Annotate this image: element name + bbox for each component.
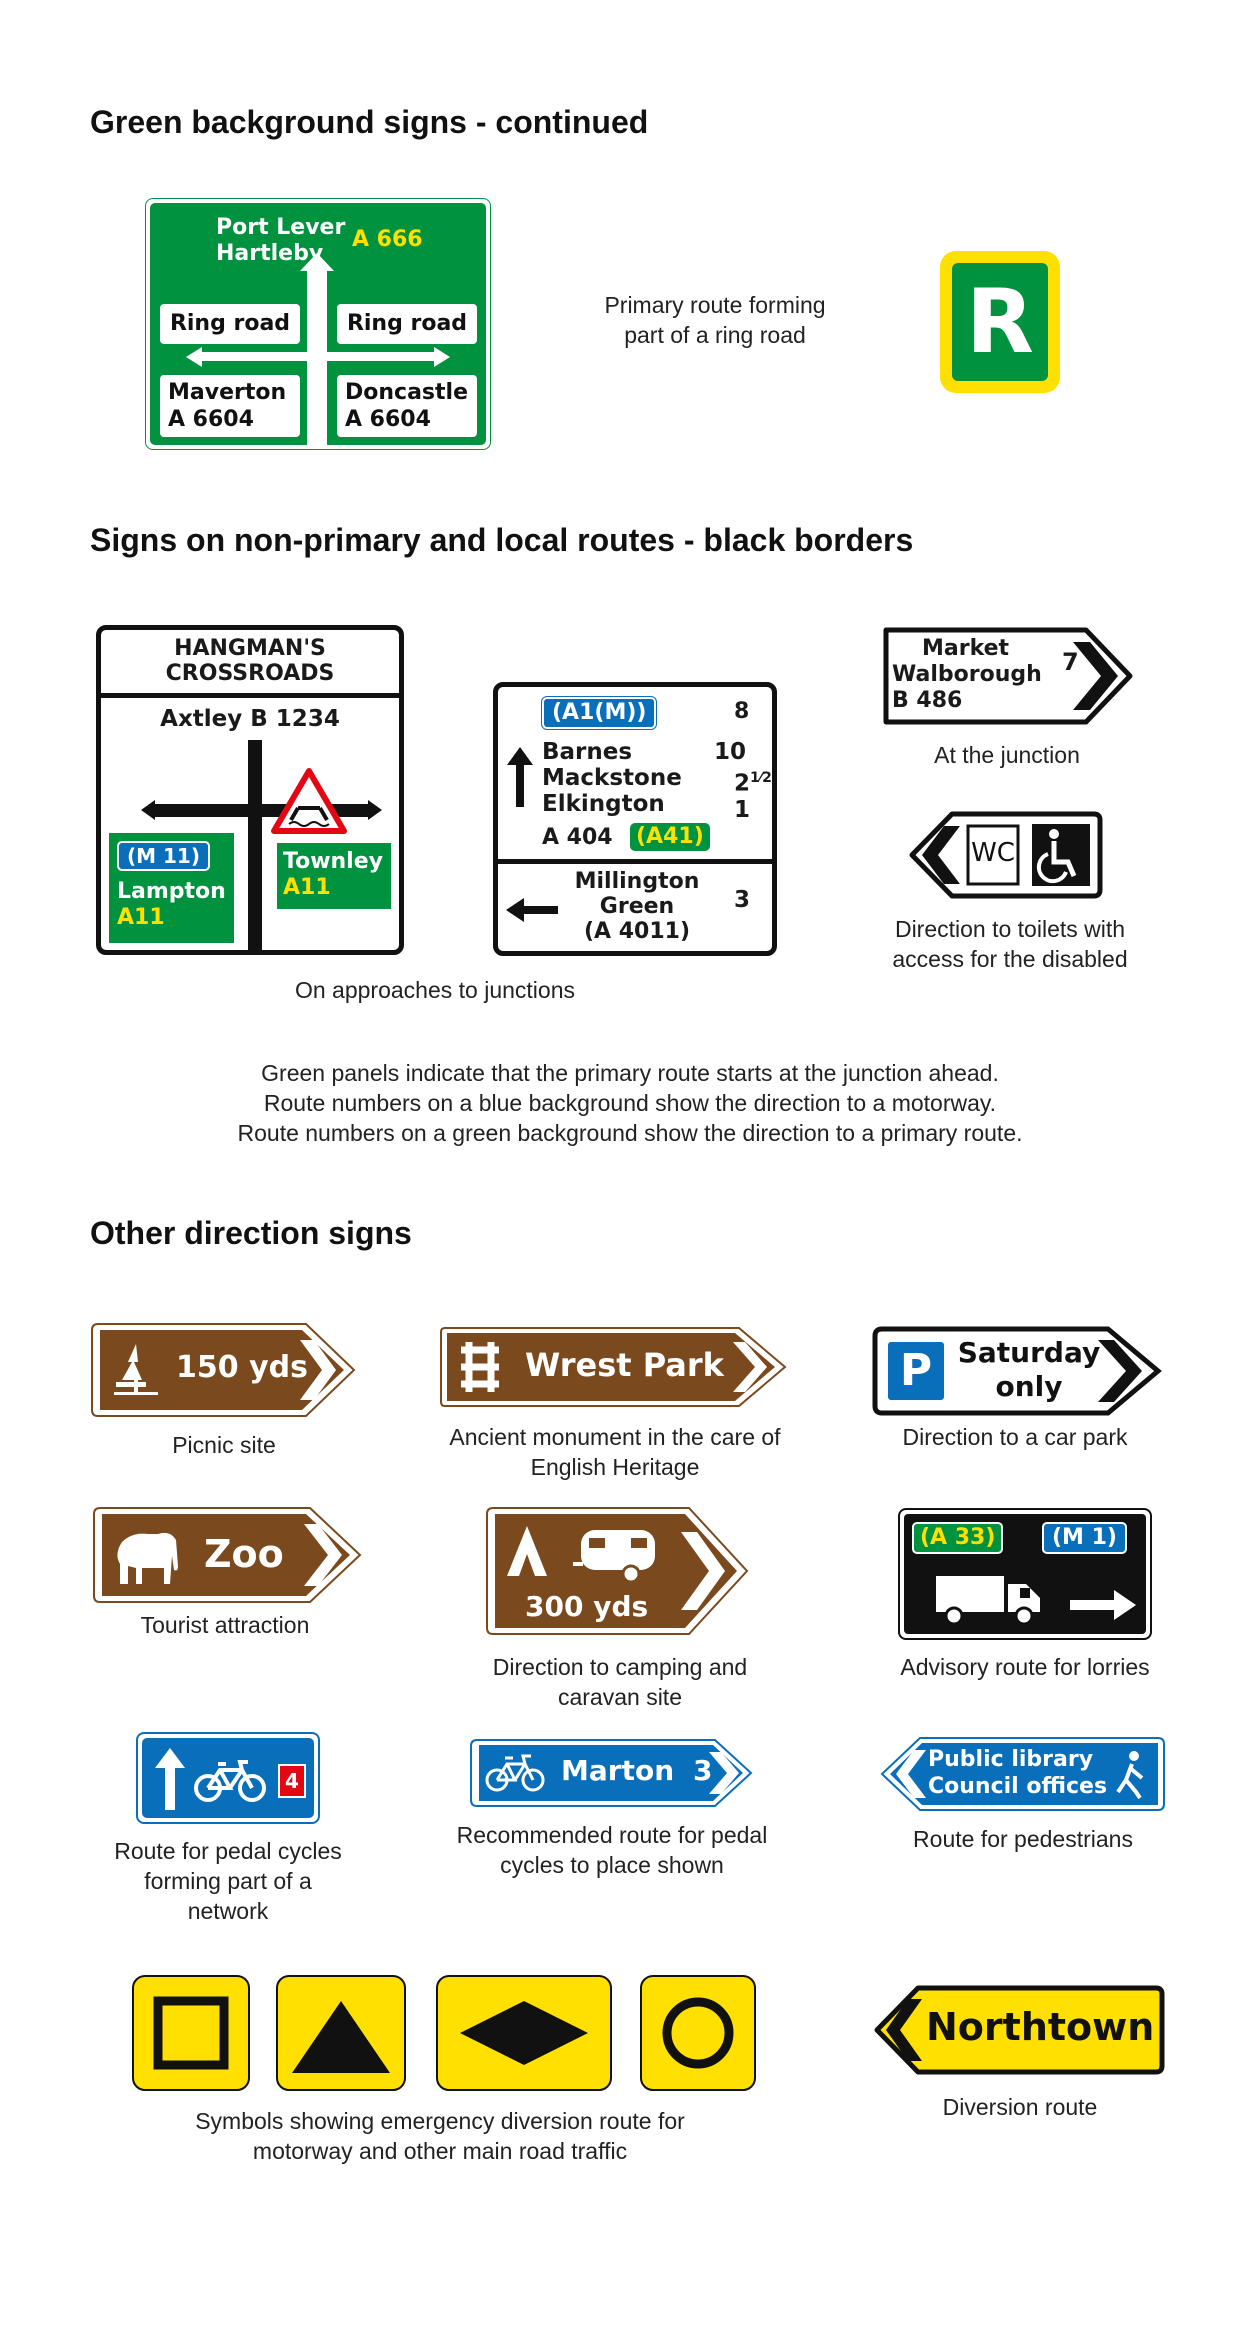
hangman-left-num: A11 bbox=[117, 905, 165, 930]
cycle-up-arrow-icon bbox=[154, 1748, 186, 1810]
green-sign-bottom-right-name: Doncastle bbox=[345, 380, 468, 405]
northtown-text: Northtown bbox=[926, 2005, 1155, 2049]
bridge-warning-icon bbox=[271, 768, 347, 834]
market-line-2: Walborough bbox=[892, 662, 1042, 687]
stack-route-primary: (A41) bbox=[630, 823, 710, 851]
green-sign-bottom-left-name: Maverton bbox=[168, 380, 287, 405]
stack-bottom-3: (A 4011) bbox=[583, 919, 691, 944]
marton-dist: 3 bbox=[693, 1754, 713, 1787]
hangman-left-route: (M 11) bbox=[117, 841, 210, 871]
hangman-right-num: A11 bbox=[283, 875, 331, 900]
parking-sign bbox=[872, 1326, 1164, 1416]
stack-dist-2-fraction: 1⁄2 bbox=[750, 770, 772, 786]
market-sign bbox=[880, 626, 1134, 726]
stack-route-a: A 404 bbox=[542, 825, 613, 850]
marton-sign bbox=[469, 1738, 755, 1808]
right-arrow-icon bbox=[1070, 1590, 1136, 1620]
green-sign-ring-right: Ring road bbox=[337, 304, 477, 344]
note-1: Green panels indicate that the primary route starts at the junction ahead. bbox=[261, 1060, 999, 1086]
hangman-title-2: CROSSROADS bbox=[165, 661, 335, 686]
green-sign-bottom-left-route: A 6604 bbox=[168, 407, 254, 432]
cycle-network-sign bbox=[136, 1732, 320, 1824]
notes bbox=[130, 1058, 1130, 1148]
lorry-sign bbox=[898, 1508, 1152, 1640]
hangman-left-name: Lampton bbox=[117, 879, 226, 904]
left-arrow-icon bbox=[506, 897, 558, 923]
stack-dist-1: 10 bbox=[714, 739, 747, 765]
stack-bottom-1: Millington bbox=[574, 869, 700, 894]
diversion-caption: Symbols showing emergency diversion route for motorway and other main road traffic bbox=[195, 2108, 685, 2164]
diversion-diamond-icon bbox=[436, 1975, 612, 2091]
bicycle-icon bbox=[194, 1758, 266, 1804]
zoo-caption: Tourist attraction bbox=[140, 1612, 310, 1638]
diversion-symbols bbox=[132, 1975, 762, 2095]
green-sign-bottom-left bbox=[160, 375, 300, 437]
zoo-text: Zoo bbox=[204, 1532, 284, 1576]
market-caption: At the junction bbox=[934, 742, 1080, 768]
lorry-route-2: (M 1) bbox=[1042, 1522, 1127, 1554]
wc-label: WC bbox=[971, 838, 1015, 868]
cycle-network-num: 4 bbox=[278, 1764, 306, 1798]
green-sign-ring-left: Ring road bbox=[160, 304, 300, 344]
wrest-park-text: Wrest Park bbox=[525, 1346, 724, 1384]
marton-caption: Recommended route for pedal cycles to place shown bbox=[456, 1822, 768, 1878]
picnic-sign bbox=[90, 1322, 358, 1418]
library-caption: Route for pedestrians bbox=[913, 1826, 1133, 1852]
note-3: Route numbers on a green background show the direction to a primary route. bbox=[237, 1120, 1023, 1146]
green-junction-sign bbox=[145, 198, 491, 450]
hangman-top-dest: Axtley B 1234 bbox=[160, 706, 340, 732]
ring-road-letter: R bbox=[966, 270, 1034, 373]
green-sign-bottom-right-route: A 6604 bbox=[345, 407, 431, 432]
stack-dest-1: Barnes bbox=[542, 739, 633, 765]
hangman-right-panel bbox=[277, 843, 391, 909]
stack-motorway-dist: 8 bbox=[734, 699, 750, 724]
wrest-park-sign bbox=[439, 1326, 789, 1408]
wrest-caption: Ancient monument in the care of English Heritage bbox=[449, 1424, 781, 1480]
green-sign-route: A 666 bbox=[352, 227, 423, 252]
diversion-square-icon bbox=[132, 1975, 250, 2091]
stack-motorway-route: (A1(M)) bbox=[542, 697, 656, 729]
stack-bottom-2: Green bbox=[599, 894, 675, 919]
parking-letter: P bbox=[899, 1345, 933, 1396]
northtown-sign bbox=[874, 1985, 1166, 2075]
stack-dist-3: 1 bbox=[734, 796, 751, 823]
camping-sign bbox=[485, 1506, 751, 1636]
green-sign-dest-1: Port Lever bbox=[216, 215, 346, 240]
approach-caption: On approaches to junctions bbox=[294, 977, 575, 1003]
library-sign bbox=[880, 1736, 1166, 1812]
parking-line-1: Saturday bbox=[957, 1336, 1101, 1369]
heading-other-direction: Other direction signs bbox=[90, 1215, 412, 1251]
parking-line-2: only bbox=[995, 1370, 1063, 1403]
wc-sign bbox=[908, 810, 1104, 900]
up-arrow-icon bbox=[506, 747, 534, 807]
northtown-caption: Diversion route bbox=[942, 2094, 1098, 2120]
diversion-triangle-icon bbox=[276, 1975, 406, 2091]
stack-sign bbox=[493, 682, 777, 956]
green-sign-bottom-right bbox=[337, 375, 477, 437]
library-line-2: Council offices bbox=[928, 1774, 1108, 1799]
market-line-3: B 486 bbox=[892, 688, 963, 713]
cycle-network-caption: Route for pedal cycles forming part of a network bbox=[114, 1838, 342, 1924]
zoo-sign bbox=[92, 1506, 364, 1604]
heading-non-primary: Signs on non-primary and local routes - black borders bbox=[90, 522, 914, 558]
lorry-route-1: (A 33) bbox=[912, 1522, 1003, 1554]
marton-text: Marton bbox=[561, 1754, 675, 1787]
parking-caption: Direction to a car park bbox=[902, 1424, 1128, 1450]
market-line-1: Market bbox=[922, 636, 1010, 661]
picnic-caption: Picnic site bbox=[172, 1432, 276, 1458]
ring-road-sign bbox=[940, 251, 1060, 393]
camping-caption: Direction to camping and caravan site bbox=[492, 1654, 748, 1710]
hangman-title-1: HANGMAN'S bbox=[174, 636, 326, 661]
hangman-left-panel bbox=[109, 833, 234, 943]
hangman-right-name: Townley bbox=[283, 849, 383, 874]
stack-dist-2: 2 bbox=[734, 770, 751, 797]
lorry-caption: Advisory route for lorries bbox=[900, 1654, 1150, 1680]
camping-text: 300 yds bbox=[525, 1590, 649, 1623]
market-dist: 7 bbox=[1062, 648, 1079, 676]
hangman-sign bbox=[96, 625, 404, 955]
lorry-icon bbox=[936, 1576, 1042, 1626]
picnic-text: 150 yds bbox=[176, 1350, 308, 1385]
stack-dest-3: Elkington bbox=[542, 791, 665, 817]
wc-caption: Direction to toilets with access for the disabled bbox=[892, 916, 1128, 972]
ring-road-caption: Primary route forming part of a ring road bbox=[604, 292, 826, 348]
note-2: Route numbers on a blue background show the direction to a motorway. bbox=[263, 1090, 997, 1116]
green-sign-dest-2: Hartleby bbox=[216, 241, 324, 266]
stack-bottom-dist: 3 bbox=[734, 887, 751, 913]
diversion-circle-icon bbox=[640, 1975, 756, 2091]
stack-dest-2: Mackstone bbox=[542, 765, 682, 791]
heading-green-continued: Green background signs - continued bbox=[90, 104, 649, 140]
library-line-1: Public library bbox=[928, 1747, 1094, 1772]
